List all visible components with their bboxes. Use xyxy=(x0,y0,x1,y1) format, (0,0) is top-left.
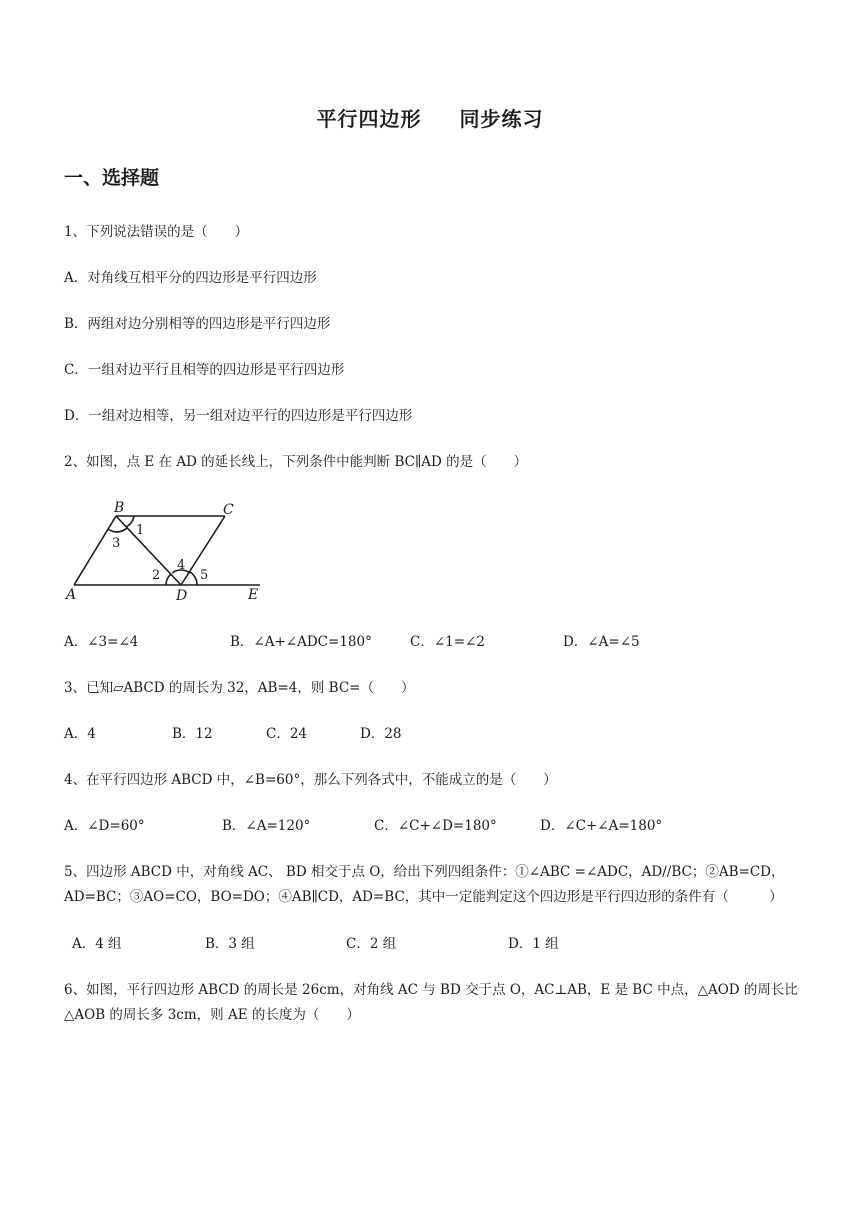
question-3-option-a: A．4 xyxy=(64,726,96,742)
parallelogram-figure xyxy=(60,495,280,607)
question-5-option-d: D．1 组 xyxy=(508,936,559,952)
title-part-1: 平行四边形 xyxy=(316,107,422,131)
question-4-option-c: C．∠C+∠D=180° xyxy=(374,818,497,834)
question-2-option-d: D．∠A=∠5 xyxy=(563,634,640,650)
angle-2-label: 2 xyxy=(152,568,161,583)
question-5-option-b: B．3 组 xyxy=(205,936,255,952)
question-2-option-a: A．∠3=∠4 xyxy=(64,634,139,650)
question-3-option-c: C．24 xyxy=(266,726,308,742)
question-1-stem: 1、下列说法错误的是（ ） xyxy=(64,224,249,240)
point-b-label: B xyxy=(114,500,125,516)
title-part-2: 同步练习 xyxy=(459,107,544,131)
question-3-stem: 3、已知▱ABCD 的周长为 32，AB=4，则 BC=（ ） xyxy=(64,680,415,696)
question-3-option-b: B．12 xyxy=(172,726,213,742)
question-1-option-a: A．对角线互相平分的四边形是平行四边形 xyxy=(64,270,317,286)
question-5-stem: 5、四边形 ABCD 中，对角线 AC、 BD 相交于点 O，给出下列四组条件：①∠ABC =∠ADC，AD//BC；②AB=CD，AD=BC；③AO=CO，BO=DO；④AB∥CD，AD=BC，其中一定能判定这个四边形是平行四边形的条件有（ ） xyxy=(64,864,785,905)
point-c-label: C xyxy=(223,502,234,518)
point-e-label: E xyxy=(248,587,259,603)
question-3-option-d: D．28 xyxy=(360,726,402,742)
question-6-stem: 6、如图，平行四边形 ABCD 的周长是 26cm，对角线 AC 与 BD 交于点 O，AC⊥AB，E 是 BC 中点，△AOD 的周长比△AOB 的周长多 3cm，则 AE 的长度为（ ） xyxy=(64,982,798,1023)
page-title xyxy=(0,103,860,132)
angle-3-label: 3 xyxy=(112,536,121,551)
point-d-label: D xyxy=(176,588,188,604)
question-1-option-d: D．一组对边相等，另一组对边平行的四边形是平行四边形 xyxy=(64,408,413,424)
question-2-stem: 2、如图，点 E 在 AD 的延长线上，下列条件中能判断 BC∥AD 的是（ ） xyxy=(64,454,528,470)
question-5-option-a: A．4 组 xyxy=(72,936,122,952)
angle-5-label: 5 xyxy=(200,568,209,583)
question-1-option-b: B．两组对边分别相等的四边形是平行四边形 xyxy=(64,316,331,332)
question-4-option-b: B．∠A=120° xyxy=(222,818,311,834)
question-4-option-a: A．∠D=60° xyxy=(64,818,145,834)
section-heading: 一、选择题 xyxy=(64,167,160,189)
question-4-stem: 4、在平行四边形 ABCD 中，∠B=60°，那么下列各式中，不能成立的是（ ） xyxy=(64,772,557,788)
question-1-option-c: C．一组对边平行且相等的四边形是平行四边形 xyxy=(64,362,345,378)
angle-4-label: 4 xyxy=(177,558,186,573)
angle-1-label: 1 xyxy=(136,523,145,538)
question-4-option-d: D．∠C+∠A=180° xyxy=(540,818,663,834)
question-2-option-c: C．∠1=∠2 xyxy=(410,634,485,650)
point-a-label: A xyxy=(66,587,77,603)
question-5-option-c: C．2 组 xyxy=(346,936,397,952)
question-2-option-b: B．∠A+∠ADC=180° xyxy=(230,634,372,650)
